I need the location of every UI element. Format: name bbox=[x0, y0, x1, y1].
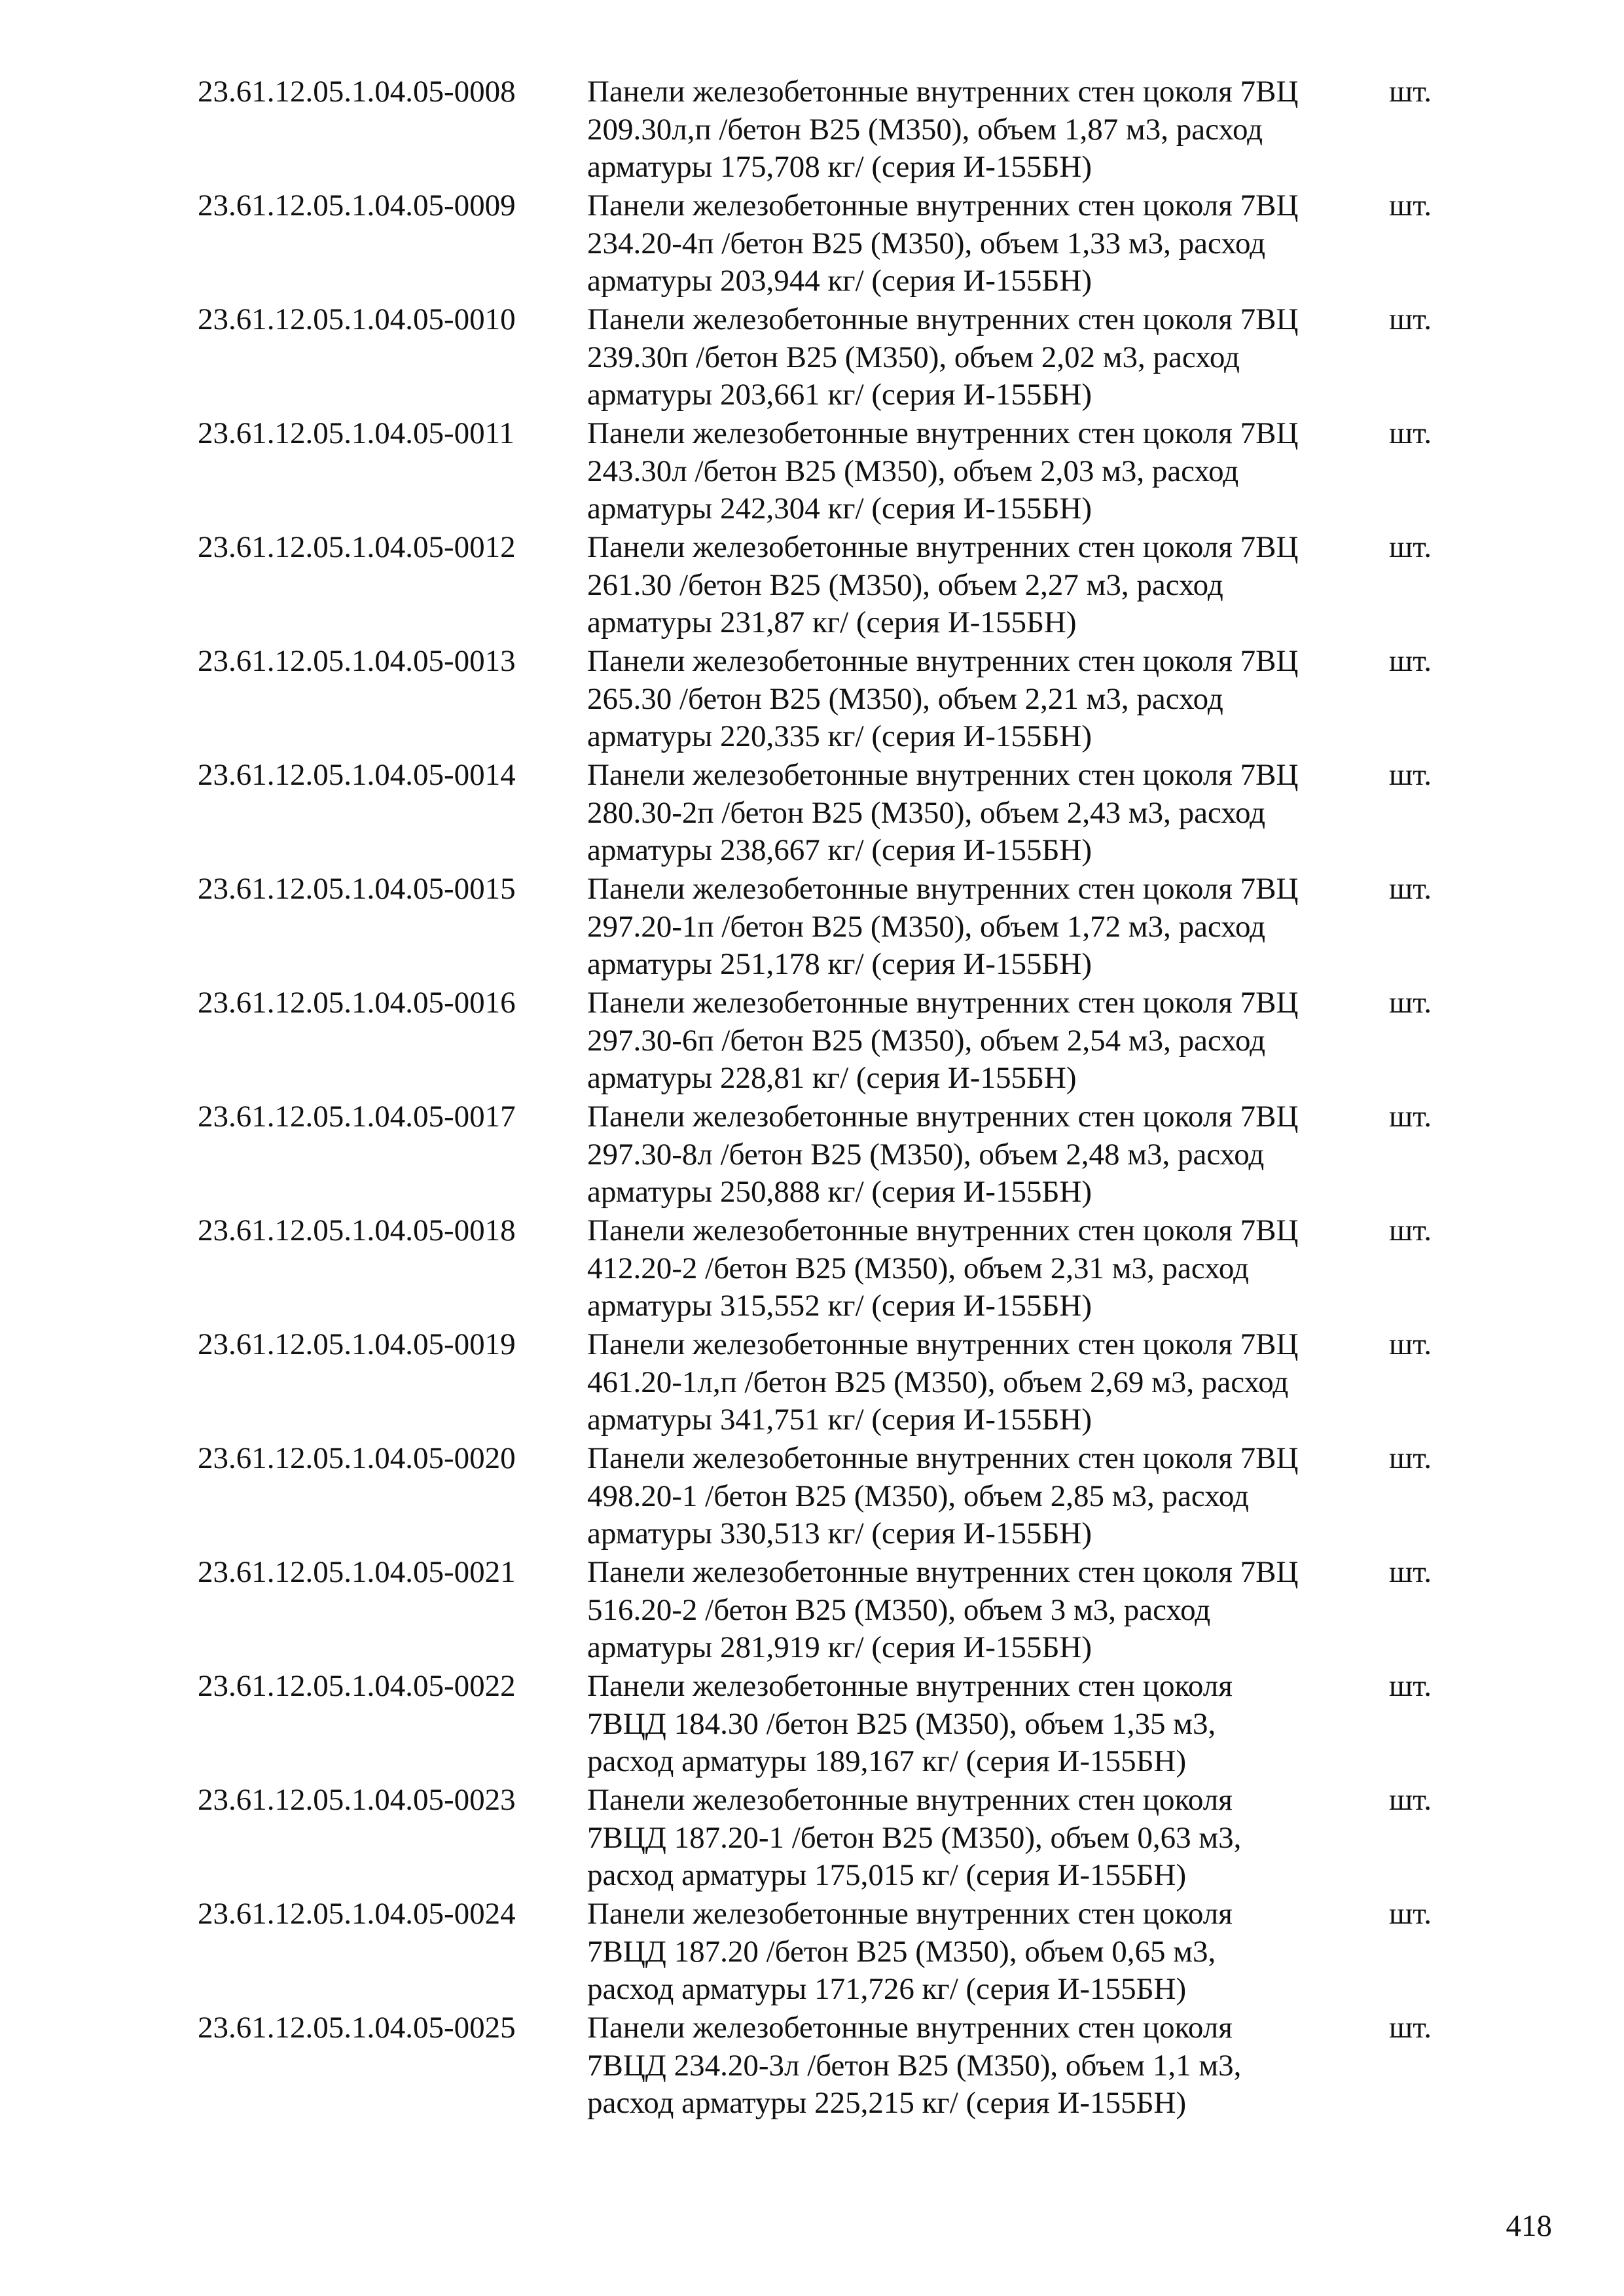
table-row bbox=[198, 757, 1441, 870]
resource-code: 23.61.12.05.1.04.05-0010 bbox=[198, 302, 516, 336]
description-line: арматуры 238,667 кг/ (серия И-155БН) bbox=[587, 833, 1092, 867]
unit-of-measure: шт. bbox=[1389, 302, 1432, 336]
table-row bbox=[198, 415, 1441, 529]
resource-description bbox=[587, 301, 1369, 414]
description-line: 461.20-1л,п /бетон В25 (М350), объем 2,69 м3, расход bbox=[587, 1365, 1289, 1399]
table-row bbox=[198, 1668, 1441, 1782]
table-row bbox=[198, 1782, 1441, 1895]
unit-of-measure: шт. bbox=[1389, 416, 1432, 450]
unit-of-measure: шт. bbox=[1389, 644, 1432, 678]
table-row bbox=[198, 870, 1441, 984]
description-line: расход арматуры 171,726 кг/ (серия И-155БН) bbox=[587, 1972, 1187, 2006]
description-line: арматуры 220,335 кг/ (серия И-155БН) bbox=[587, 719, 1092, 753]
table-row bbox=[198, 984, 1441, 1098]
description-line: арматуры 175,708 кг/ (серия И-155БН) bbox=[587, 150, 1092, 184]
description-line: 7ВЦД 234.20-3л /бетон В25 (М350), объем 1,1 м3, bbox=[587, 2048, 1242, 2083]
resource-description bbox=[587, 1554, 1369, 1667]
resource-code: 23.61.12.05.1.04.05-0019 bbox=[198, 1327, 516, 1361]
resource-code: 23.61.12.05.1.04.05-0013 bbox=[198, 644, 516, 678]
resource-code: 23.61.12.05.1.04.05-0012 bbox=[198, 530, 516, 564]
description-line: 209.30л,п /бетон В25 (М350), объем 1,87 м3, расход bbox=[587, 112, 1263, 147]
unit-of-measure: шт. bbox=[1389, 872, 1432, 906]
description-line: арматуры 315,552 кг/ (серия И-155БН) bbox=[587, 1289, 1092, 1323]
resource-description bbox=[587, 529, 1369, 642]
description-line: расход арматуры 175,015 кг/ (серия И-155БН) bbox=[587, 1858, 1187, 1892]
resource-description bbox=[587, 1098, 1369, 1211]
description-line: Панели железобетонные внутренних стен цоколя 7ВЦ bbox=[587, 1327, 1299, 1361]
description-line: 297.30-8л /бетон В25 (М350), объем 2,48 м3, расход bbox=[587, 1137, 1265, 1172]
resource-code: 23.61.12.05.1.04.05-0020 bbox=[198, 1441, 516, 1475]
description-line: 516.20-2 /бетон В25 (М350), объем 3 м3, расход bbox=[587, 1592, 1211, 1627]
resource-code: 23.61.12.05.1.04.05-0025 bbox=[198, 2011, 516, 2045]
resource-description bbox=[587, 73, 1369, 187]
description-line: Панели железобетонные внутренних стен цоколя 7ВЦ bbox=[587, 530, 1299, 564]
resource-code: 23.61.12.05.1.04.05-0024 bbox=[198, 1897, 516, 1931]
unit-of-measure: шт. bbox=[1389, 1897, 1432, 1931]
description-line: арматуры 203,944 кг/ (серия И-155БН) bbox=[587, 264, 1092, 298]
resource-description bbox=[587, 415, 1369, 528]
table-row bbox=[198, 73, 1441, 187]
description-line: Панели железобетонные внутренних стен цоколя 7ВЦ bbox=[587, 1100, 1299, 1134]
resource-code: 23.61.12.05.1.04.05-0022 bbox=[198, 1669, 516, 1703]
resource-description bbox=[587, 2009, 1369, 2123]
unit-of-measure: шт. bbox=[1389, 1783, 1432, 1817]
unit-of-measure: шт. bbox=[1389, 188, 1432, 223]
table-row bbox=[198, 1554, 1441, 1668]
description-line: Панели железобетонные внутренних стен цоколя bbox=[587, 1783, 1233, 1817]
table-row bbox=[198, 1440, 1441, 1554]
description-line: Панели железобетонные внутренних стен цоколя 7ВЦ bbox=[587, 188, 1299, 223]
description-line: арматуры 330,513 кг/ (серия И-155БН) bbox=[587, 1516, 1092, 1551]
description-line: арматуры 228,81 кг/ (серия И-155БН) bbox=[587, 1061, 1077, 1095]
description-line: расход арматуры 189,167 кг/ (серия И-155БН) bbox=[587, 1744, 1187, 1778]
description-line: Панели железобетонные внутренних стен цоколя 7ВЦ bbox=[587, 75, 1299, 109]
description-line: Панели железобетонные внутренних стен цоколя 7ВЦ bbox=[587, 416, 1299, 450]
description-line: расход арматуры 225,215 кг/ (серия И-155БН) bbox=[587, 2086, 1187, 2120]
description-line: арматуры 341,751 кг/ (серия И-155БН) bbox=[587, 1403, 1092, 1437]
description-line: арматуры 203,661 кг/ (серия И-155БН) bbox=[587, 378, 1092, 412]
unit-of-measure: шт. bbox=[1389, 1669, 1432, 1703]
resource-code: 23.61.12.05.1.04.05-0017 bbox=[198, 1100, 516, 1134]
description-line: 412.20-2 /бетон В25 (М350), объем 2,31 м3, расход bbox=[587, 1251, 1249, 1285]
unit-of-measure: шт. bbox=[1389, 2011, 1432, 2045]
resource-code: 23.61.12.05.1.04.05-0016 bbox=[198, 986, 516, 1020]
table-row bbox=[198, 643, 1441, 757]
resource-description bbox=[587, 1668, 1369, 1781]
description-line: арматуры 242,304 кг/ (серия И-155БН) bbox=[587, 492, 1092, 526]
description-line: Панели железобетонные внутренних стен цоколя 7ВЦ bbox=[587, 758, 1299, 792]
description-line: Панели железобетонные внутренних стен цоколя bbox=[587, 2011, 1233, 2045]
resource-code: 23.61.12.05.1.04.05-0011 bbox=[198, 416, 514, 450]
description-line: Панели железобетонные внутренних стен цоколя 7ВЦ bbox=[587, 1213, 1299, 1247]
unit-of-measure: шт. bbox=[1389, 75, 1432, 109]
description-line: Панели железобетонные внутренних стен цоколя 7ВЦ bbox=[587, 1555, 1299, 1589]
resource-description bbox=[587, 757, 1369, 870]
description-line: Панели железобетонные внутренних стен цоколя 7ВЦ bbox=[587, 986, 1299, 1020]
table-row bbox=[198, 1212, 1441, 1326]
description-line: арматуры 231,87 кг/ (серия И-155БН) bbox=[587, 605, 1077, 639]
unit-of-measure: шт. bbox=[1389, 1213, 1432, 1247]
description-line: Панели железобетонные внутренних стен цоколя 7ВЦ bbox=[587, 644, 1299, 678]
resource-code: 23.61.12.05.1.04.05-0014 bbox=[198, 758, 516, 792]
description-line: Панели железобетонные внутренних стен цоколя 7ВЦ bbox=[587, 872, 1299, 906]
table-row bbox=[198, 1895, 1441, 2009]
resource-description bbox=[587, 1326, 1369, 1439]
description-line: 7ВЦД 184.30 /бетон В25 (М350), объем 1,35 м3, bbox=[587, 1706, 1216, 1741]
description-line: Панели железобетонные внутренних стен цоколя 7ВЦ bbox=[587, 302, 1299, 336]
catalog-table bbox=[198, 73, 1441, 2123]
description-line: 234.20-4п /бетон В25 (М350), объем 1,33 м3, расход bbox=[587, 226, 1266, 260]
unit-of-measure: шт. bbox=[1389, 1100, 1432, 1134]
unit-of-measure: шт. bbox=[1389, 986, 1432, 1020]
resource-description bbox=[587, 187, 1369, 300]
unit-of-measure: шт. bbox=[1389, 758, 1432, 792]
resource-description bbox=[587, 1440, 1369, 1553]
description-line: арматуры 250,888 кг/ (серия И-155БН) bbox=[587, 1175, 1092, 1209]
description-line: 7ВЦД 187.20-1 /бетон В25 (М350), объем 0,63 м3, bbox=[587, 1820, 1242, 1855]
resource-description bbox=[587, 1895, 1369, 2009]
table-row bbox=[198, 187, 1441, 301]
description-line: 265.30 /бетон В25 (М350), объем 2,21 м3, расход bbox=[587, 681, 1223, 716]
resource-description bbox=[587, 643, 1369, 756]
description-line: Панели железобетонные внутренних стен цоколя bbox=[587, 1897, 1233, 1931]
table-row bbox=[198, 1326, 1441, 1440]
resource-code: 23.61.12.05.1.04.05-0015 bbox=[198, 872, 516, 906]
description-line: 239.30п /бетон В25 (М350), объем 2,02 м3, расход bbox=[587, 340, 1240, 374]
resource-description bbox=[587, 1782, 1369, 1895]
resource-code: 23.61.12.05.1.04.05-0018 bbox=[198, 1213, 516, 1247]
description-line: 261.30 /бетон В25 (М350), объем 2,27 м3, расход bbox=[587, 567, 1223, 602]
description-line: 297.20-1п /бетон В25 (М350), объем 1,72 м3, расход bbox=[587, 909, 1266, 944]
table-row bbox=[198, 301, 1441, 415]
table-row bbox=[198, 2009, 1441, 2123]
page-number: 418 bbox=[1506, 2209, 1552, 2243]
table-row bbox=[198, 1098, 1441, 1212]
description-line: Панели железобетонные внутренних стен цоколя bbox=[587, 1669, 1233, 1703]
description-line: арматуры 281,919 кг/ (серия И-155БН) bbox=[587, 1630, 1092, 1664]
description-line: 498.20-1 /бетон В25 (М350), объем 2,85 м3, расход bbox=[587, 1479, 1249, 1513]
description-line: 7ВЦД 187.20 /бетон В25 (М350), объем 0,65 м3, bbox=[587, 1934, 1216, 1969]
unit-of-measure: шт. bbox=[1389, 530, 1432, 564]
resource-description bbox=[587, 1212, 1369, 1325]
description-line: 297.30-6п /бетон В25 (М350), объем 2,54 м3, расход bbox=[587, 1023, 1266, 1058]
description-line: 280.30-2п /бетон В25 (М350), объем 2,43 м3, расход bbox=[587, 795, 1266, 830]
unit-of-measure: шт. bbox=[1389, 1555, 1432, 1589]
description-line: арматуры 251,178 кг/ (серия И-155БН) bbox=[587, 947, 1092, 981]
resource-code: 23.61.12.05.1.04.05-0021 bbox=[198, 1555, 516, 1589]
resource-code: 23.61.12.05.1.04.05-0023 bbox=[198, 1783, 516, 1817]
resource-code: 23.61.12.05.1.04.05-0008 bbox=[198, 75, 516, 109]
resource-description bbox=[587, 870, 1369, 984]
unit-of-measure: шт. bbox=[1389, 1327, 1432, 1361]
table-row bbox=[198, 529, 1441, 643]
description-line: 243.30л /бетон В25 (М350), объем 2,03 м3, расход bbox=[587, 454, 1239, 488]
description-line: Панели железобетонные внутренних стен цоколя 7ВЦ bbox=[587, 1441, 1299, 1475]
resource-code: 23.61.12.05.1.04.05-0009 bbox=[198, 188, 516, 223]
unit-of-measure: шт. bbox=[1389, 1441, 1432, 1475]
resource-description bbox=[587, 984, 1369, 1098]
